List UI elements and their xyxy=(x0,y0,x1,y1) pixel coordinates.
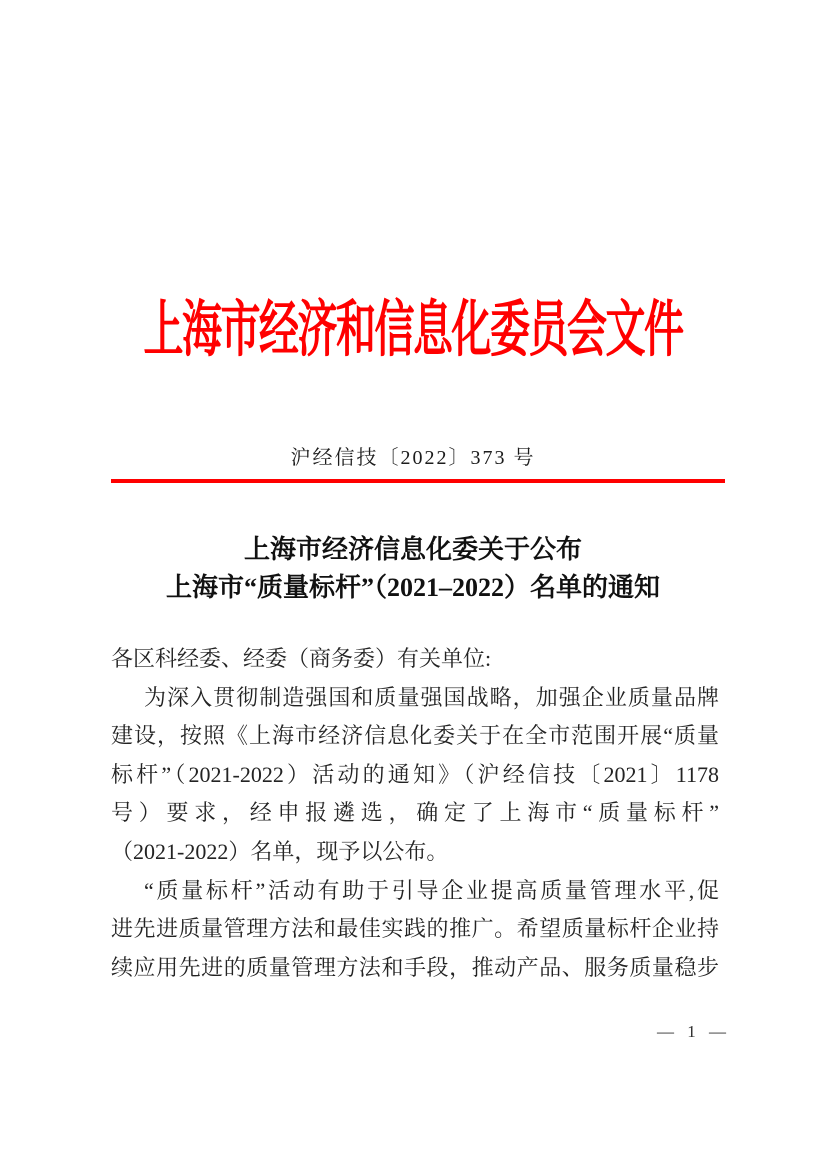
document-number: 沪经信技〔2022〕373 号 xyxy=(290,447,536,469)
body-line: （2021-2022）名单，现予以公布。 xyxy=(111,838,449,864)
document-body xyxy=(111,640,719,987)
body-line: 进先进质量管理方法和最佳实践的推广。希望质量标杆企业持 xyxy=(111,916,719,942)
body-line: 标杆”（2021-2022）活动的通知》（沪经信技〔2021〕1178 xyxy=(111,761,719,787)
body-line: “质量标杆”活动有助于引导企业提高质量管理水平,促 xyxy=(144,877,719,903)
body-line: 续应用先进的质量管理方法和手段，推动产品、服务质量稳步 xyxy=(111,954,719,980)
letterhead xyxy=(0,295,826,364)
body-line: 号）要求，经申报遴选，确定了上海市“质量标杆” xyxy=(111,800,719,826)
document-title-line1: 上海市经济信息化委关于公布 xyxy=(243,535,582,564)
body-line: 建设，按照《上海市经济信息化委关于在全市范围开展“质量 xyxy=(111,723,719,749)
document-title-line2: 上海市“质量标杆”（2021–2022）名单的通知 xyxy=(165,573,660,602)
red-divider-line xyxy=(111,479,725,483)
body-line: 为深入贯彻制造强国和质量强国战略，加强企业质量品牌 xyxy=(144,684,719,710)
document-title xyxy=(0,531,826,607)
paragraph-2 xyxy=(111,872,719,988)
paragraph-1 xyxy=(111,679,719,872)
page-number: — 1 — xyxy=(657,1022,727,1041)
salutation-line: 各区科经委、经委（商务委）有关单位: xyxy=(111,646,492,671)
letterhead-title: 上海市经济和信息化委员会文件 xyxy=(143,295,683,364)
